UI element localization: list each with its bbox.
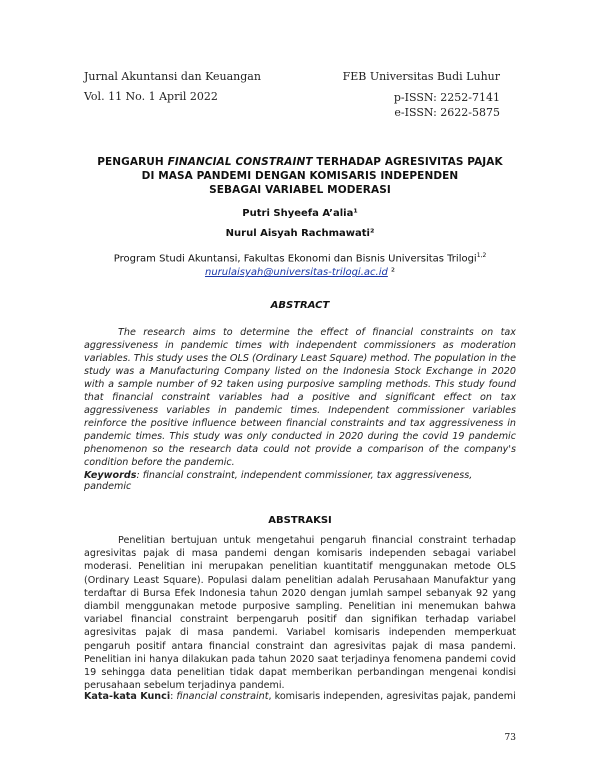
- title-part1: PENGARUH: [97, 156, 168, 168]
- p-issn: p-ISSN: 2252-7141: [393, 91, 500, 104]
- affiliation-sup: 1,2: [476, 252, 487, 259]
- author-1: Putri Shyeefa A’alia¹: [242, 208, 358, 219]
- keywords-label: Keywords: [84, 470, 137, 481]
- volume-info: Vol. 11 No. 1 April 2022: [84, 90, 218, 103]
- abstraksi-keywords: [84, 691, 516, 702]
- kata-kunci-label: Kata-kata Kunci: [84, 691, 171, 702]
- author-email-link[interactable]: nurulaisyah@universitas-trilogi.ac.id: [204, 267, 388, 279]
- abstraksi-heading: ABSTRAKSI: [268, 515, 332, 526]
- abstraksi-body: [84, 534, 516, 692]
- title-italic: FINANCIAL CONSTRAINT: [167, 156, 313, 168]
- journal-name: Jurnal Akuntansi dan Keuangan: [84, 70, 261, 83]
- keywords-list: : financial constraint, independent commissioner, tax aggressiveness, pandemic: [84, 470, 473, 492]
- e-issn: e-ISSN: 2622-5875: [394, 106, 500, 119]
- title-line2: DI MASA PANDEMI DENGAN KOMISARIS INDEPENDEN: [141, 170, 459, 182]
- title-line3: SEBAGAI VARIABEL MODERASI: [209, 184, 391, 196]
- abstract-heading: ABSTRACT: [270, 300, 330, 311]
- abstract-text: The research aims to determine the effect of financial constraints on tax aggressiveness in pandemic times with independent commissioners as moderation variables. This study uses the OLS (Ordinary Least Square) method. The population in the study was a Manufacturing Company listed on the Indonesia Stock Exchange in 2020 with a sample number of 92 taken using purposive sampling methods. This study found that financial constraint variables had a positive and significant effect on tax aggressiveness variables in pandemic times. Independent commissioner variables reinforce the positive influence between financial constraints and tax aggressiveness in pandemic times. This study was only conducted in 2020 during the covid 19 pandemic phenomenon so the research data could not provide a comparison of the company's condition before the pandemic.: [84, 327, 516, 468]
- affiliation-text: Program Studi Akuntansi, Fakultas Ekonomi dan Bisnis Universitas Trilogi: [113, 253, 477, 265]
- author-2: Nurul Aisyah Rachmawati²: [225, 228, 375, 239]
- kata-kunci-colon: :: [170, 691, 177, 702]
- kata-kunci-rest: , komisaris independen, agresivitas pajak, pandemi: [268, 691, 516, 702]
- abstract-body: [84, 326, 516, 469]
- page-number: 73: [504, 733, 516, 743]
- abstraksi-text: Penelitian bertujuan untuk mengetahui pengaruh financial constraint terhadap agresivitas pajak di masa pandemi dengan komisaris independen sebagai variabel moderasi. Penelitian ini merupakan penelitian kuantitatif menggunakan metode OLS (Ordinary Least Square). Populasi dalam penelitian adalah Perusahaan Manufaktur yang terdaftar di Bursa Efek Indonesia tahun 2020 dengan jumlah sampel sebanyak 92 yang diambil menggunakan metode purposive sampling. Penelitian ini menemukan bahwa variabel financial constraint berpengaruh positif dan signifikan terhadap variabel agresivitas pajak di masa pandemi. Variabel komisaris independen memperkuat pengaruh positif antara financial constraint dan agresivitas pajak di masa pandemi. Penelitian ini hanya dilakukan pada tahun 2020 saat terjadinya fenomena pandemi covid 19 sehingga data penelitian tidak dapat memberikan perbandingan mengenai kondisi perusahaan sebelum terjadinya pandemi.: [84, 535, 516, 692]
- title-part2: TERHADAP AGRESIVITAS PAJAK: [312, 156, 503, 168]
- affiliation: [84, 249, 516, 280]
- issn-block: [394, 90, 500, 120]
- abstract-keywords: [84, 470, 516, 492]
- email-sup: ²: [387, 267, 396, 279]
- institution-name: FEB Universitas Budi Luhur: [342, 70, 500, 83]
- paper-title: [84, 155, 516, 197]
- kata-kunci-italic: financial constraint: [176, 691, 269, 702]
